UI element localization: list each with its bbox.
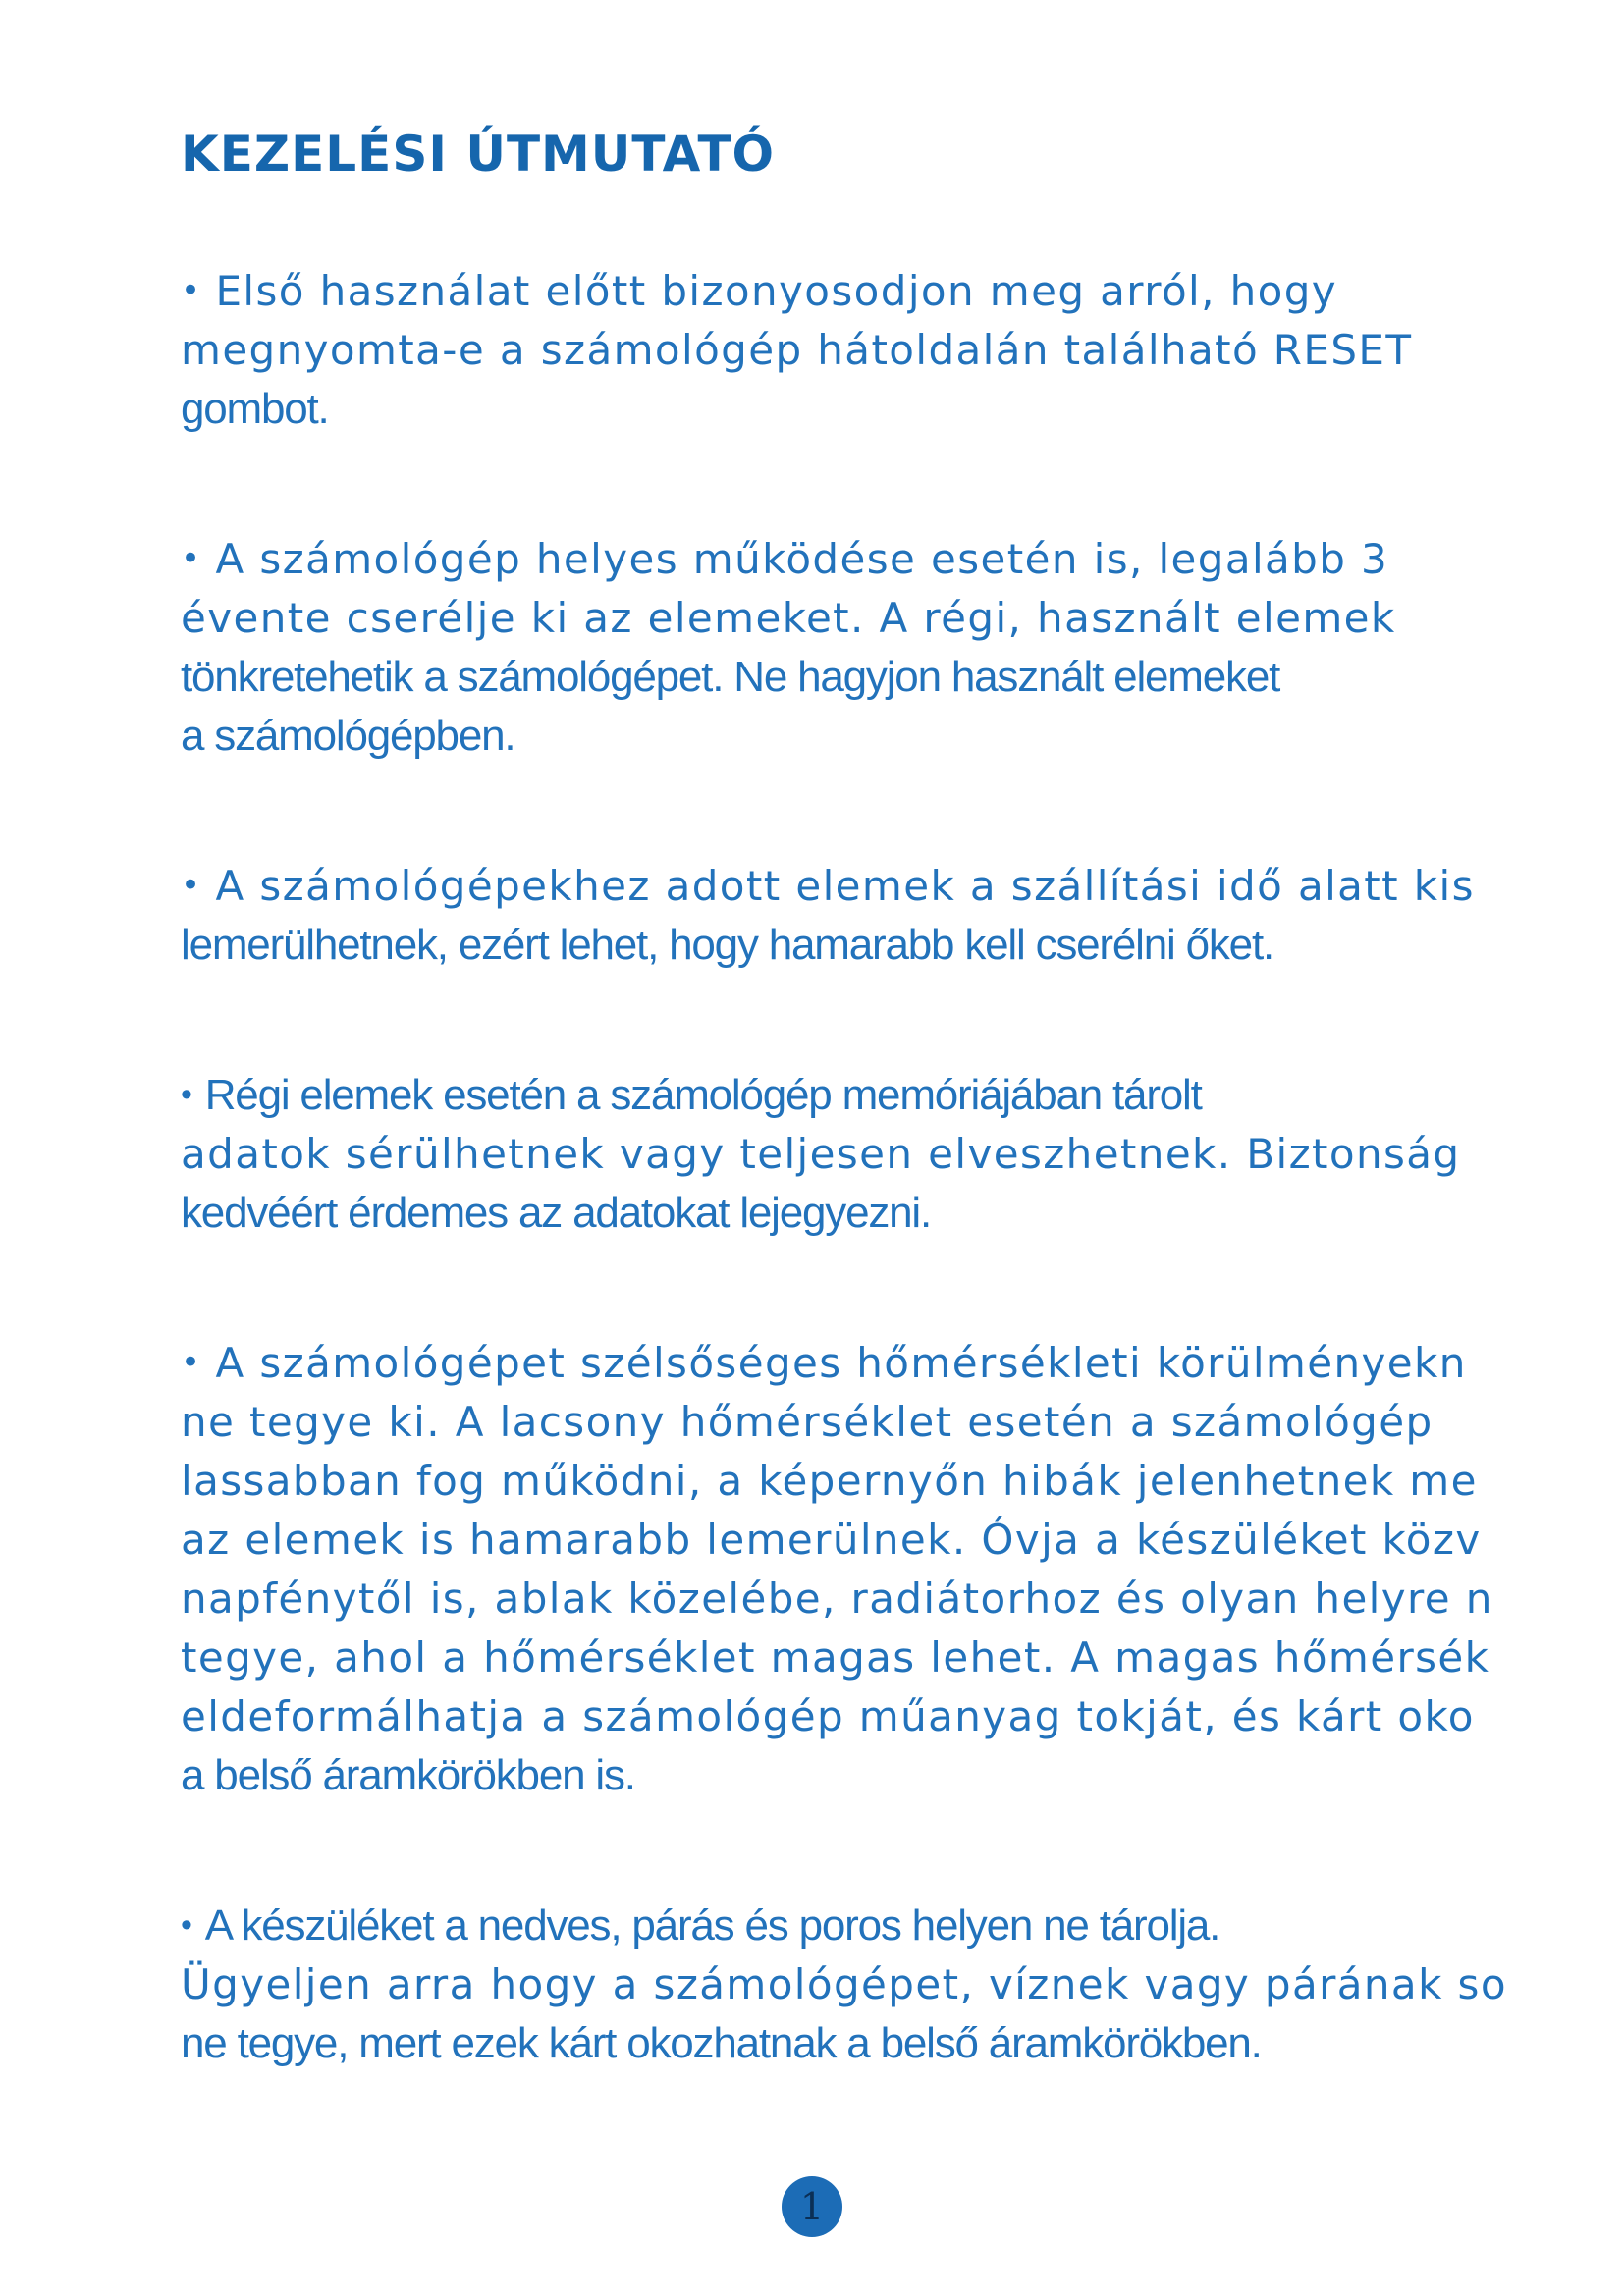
instruction-line: tegye, ahol a hőmérséklet magas lehet. A magas hőmérsék — [181, 1633, 1490, 1682]
instruction-item-6 — [181, 1896, 1526, 2073]
bullet-icon: • — [181, 1343, 202, 1382]
instruction-line: tönkretehetik a számológépet. Ne hagyjon használt elemeket — [181, 653, 1280, 701]
page-title: KEZELÉSI ÚTMUTATÓ — [181, 126, 776, 183]
instruction-line: lemerülhetnek, ezért lehet, hogy hamarabb kell cserélni őket. — [181, 921, 1273, 969]
page-number-badge: 1 — [782, 2176, 842, 2237]
instruction-line: a számológépben. — [181, 712, 515, 760]
instruction-item-3 — [181, 856, 1526, 975]
instruction-line: lassabban fog működni, a képernyőn hibák jelenhetnek me — [181, 1457, 1478, 1505]
instruction-item-4 — [181, 1065, 1526, 1243]
instruction-list — [181, 261, 1526, 2163]
bullet-icon: • — [181, 1076, 191, 1113]
instruction-line: • A számológép helyes működése esetén is, legalább 3 — [181, 529, 1526, 589]
instruction-line: napfénytől is, ablak közelébe, radiátorhoz és olyan helyre n — [181, 1575, 1493, 1623]
instruction-line: • A számológépekhez adott elemek a szállítási idő alatt kis — [181, 856, 1526, 916]
instruction-line: az elemek is hamarabb lemerülnek. Óvja a készüléket közv — [181, 1516, 1482, 1564]
bullet-icon: • — [181, 866, 202, 905]
instruction-line: ne tegye, mert ezek kárt okozhatnak a belső áramkörökben. — [181, 2019, 1262, 2067]
instruction-item-5 — [181, 1333, 1526, 1805]
instruction-item-1 — [181, 261, 1526, 439]
instruction-line: Ügyeljen arra hogy a számológépet, víznek vagy párának so — [181, 1960, 1507, 2008]
instruction-line: évente cserélje ki az elemeket. A régi, használt elemek — [181, 594, 1396, 642]
instruction-line: • A számológépet szélsőséges hőmérsékleti körülményekn — [181, 1333, 1526, 1393]
instruction-line: megnyomta-e a számológép hátoldalán található RESET — [181, 326, 1413, 374]
instruction-line: • Régi elemek esetén a számológép memóriájában tárolt — [181, 1065, 1526, 1125]
instruction-line: ne tegye ki. A lacsony hőmérséklet esetén a számológép — [181, 1398, 1434, 1446]
instruction-line: adatok sérülhetnek vagy teljesen elveszhetnek. Biztonság — [181, 1130, 1461, 1178]
bullet-icon: • — [181, 1906, 191, 1944]
bullet-icon: • — [181, 271, 202, 310]
instruction-line: eldeformálhatja a számológép műanyag tokját, és kárt oko — [181, 1692, 1475, 1740]
instruction-line: • A készüléket a nedves, párás és poros helyen ne tárolja. — [181, 1896, 1526, 1955]
bullet-icon: • — [181, 539, 202, 578]
instruction-item-2 — [181, 529, 1526, 766]
instruction-line: • Első használat előtt bizonyosodjon meg arról, hogy — [181, 261, 1526, 321]
instruction-line: gombot. — [181, 385, 329, 433]
instruction-line: a belső áramkörökben is. — [181, 1751, 635, 1799]
instruction-line: kedvéért érdemes az adatokat lejegyezni. — [181, 1189, 932, 1237]
